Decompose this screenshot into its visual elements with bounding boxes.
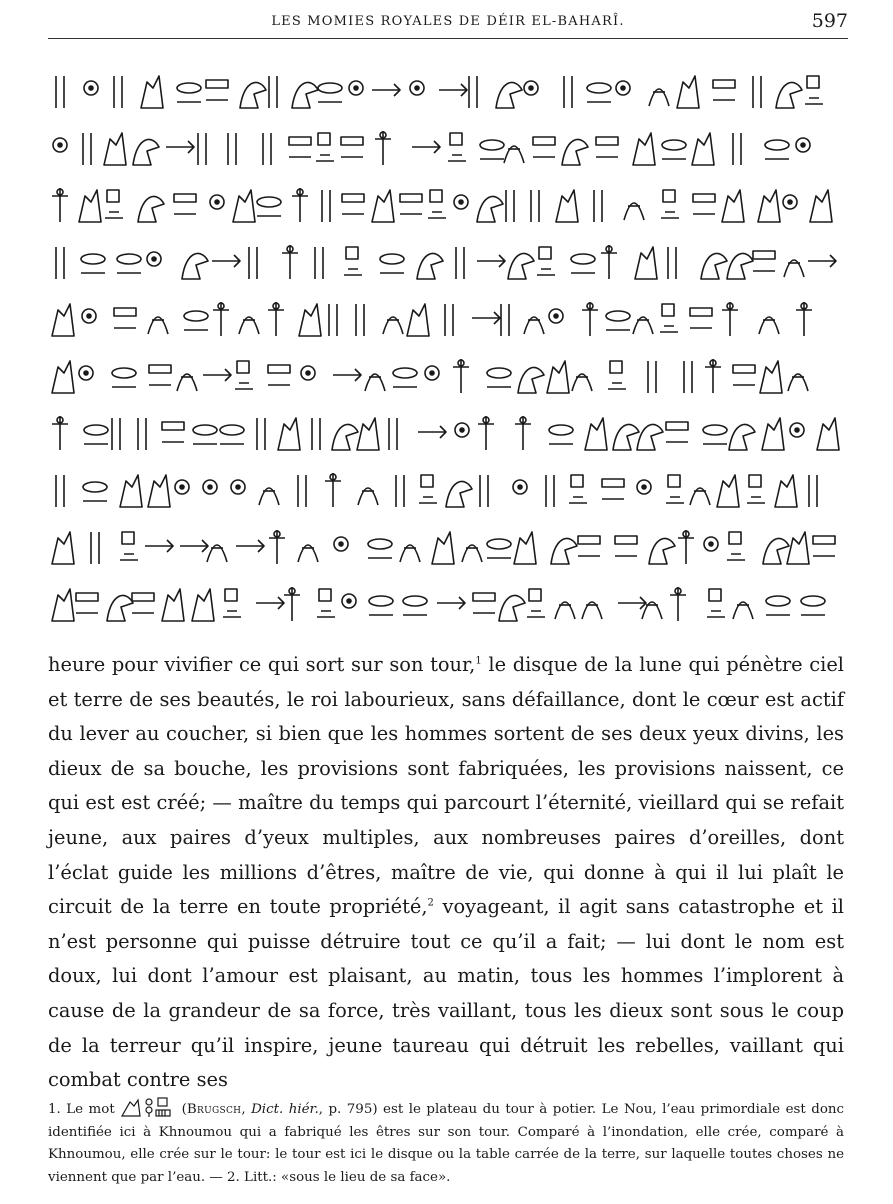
hieroglyph-line	[48, 404, 848, 461]
hieroglyph-word-icon	[120, 1096, 176, 1118]
footnote-text: est le plateau du tour à potier. Le Nou, l’eau primordiale est donc identifiée ici à Khnoumou qui a fabriqué les êtres sur son tour. Comparé à l’inondation, elle crée, comparé à Khnoumou, elle crée sur le tour: le tour est ici le disque ou la table carrée de la terre, sur laquelle toutes choses ne viennent que par l’eau. — 2. Litt.: «sous le lieu de sa face».	[48, 1102, 845, 1185]
hieroglyph-line	[48, 461, 848, 518]
page-number: 597	[811, 10, 848, 32]
footnote-author: Brugsch	[186, 1102, 242, 1117]
hieroglyph-line	[48, 575, 848, 632]
hieroglyph-block	[48, 62, 848, 632]
hieroglyph-line-graphic	[48, 581, 848, 627]
hieroglyph-line	[48, 233, 848, 290]
body-text-part-3: voyageant, il agit sans catastrophe et il n’est personne qui puisse détruire tout ce qu’il a fait; — lui dont le nom est doux, lui dont l’amour est plaisant, au matin, tous les hommes l’implorent à cause de la grandeur de sa force, très vaillant, tous les dieux sont sous le coup de la terreur qu’il inspire, jeune taureau qui détruit les rebelles, vaillant qui combat contre ses	[48, 895, 844, 1092]
footnote-ref-2: 2	[427, 897, 434, 909]
running-title: LES MOMIES ROYALES DE DÉIR EL-BAHARÎ.	[271, 14, 625, 29]
hieroglyph-line	[48, 290, 848, 347]
body-text-part-2: le disque de la lune qui pénètre ciel et terre de ses beautés, le roi labourieux, sans défaillance, dont le cœur est actif du lever au coucher, si bien que les hommes sortent de ses deux yeux divins, les dieux de sa bouche, les provisions sont fabriquées, les provisions naissent, ce qui est est créé; — maître du temps qui parcourt l’éternité, vieillard qui se refait jeune, aux paires d’yeux multiples, aux nombreuses paires d’oreilles, dont l’éclat guide les millions d’êtres, maître de vie, qui donne à qui il lui plaît le circuit de la terre en toute propriété,	[48, 653, 845, 919]
hieroglyph-line	[48, 119, 848, 176]
running-header	[48, 10, 848, 39]
hieroglyph-line-graphic	[48, 68, 848, 114]
footnotes: 1. Le mot (Brugsch, Dict. hiér., p. 795) est le plateau du tour à potier. Le Nou, l’eau primordiale est donc identifiée ici à Khnoumou qui a fabriqué les êtres sur son tour. Comparé à l’inondation, elle crée, comparé à Khnoumou, elle crée sur le tour: le tour est ici le disque ou la table carrée de la terre, sur laquelle toutes choses ne viennent que par l’eau. — 2. Litt.: «sous le lieu de sa face».	[48, 1096, 844, 1189]
hieroglyph-line-graphic	[48, 182, 848, 228]
hieroglyph-line-graphic	[48, 239, 848, 285]
hieroglyph-line	[48, 347, 848, 404]
footnote-work: Dict. hiér.	[251, 1102, 319, 1117]
hieroglyph-line	[48, 518, 848, 575]
hieroglyph-line-graphic	[48, 410, 848, 456]
footnote-page-ref: , p. 795)	[318, 1102, 378, 1117]
hieroglyph-line-graphic	[48, 353, 848, 399]
hieroglyph-line	[48, 62, 848, 119]
hieroglyph-line-graphic	[48, 467, 848, 513]
footnote-ref-1: 1	[475, 655, 482, 667]
hieroglyph-line-graphic	[48, 125, 848, 171]
footnote-prefix: 1. Le mot	[48, 1102, 115, 1117]
body-paragraph	[48, 648, 844, 1098]
hieroglyph-line-graphic	[48, 296, 848, 342]
body-text-part-1: heure pour vivifier ce qui sort sur son tour,	[48, 653, 476, 676]
hieroglyph-line-graphic	[48, 524, 848, 570]
hieroglyph-line	[48, 176, 848, 233]
